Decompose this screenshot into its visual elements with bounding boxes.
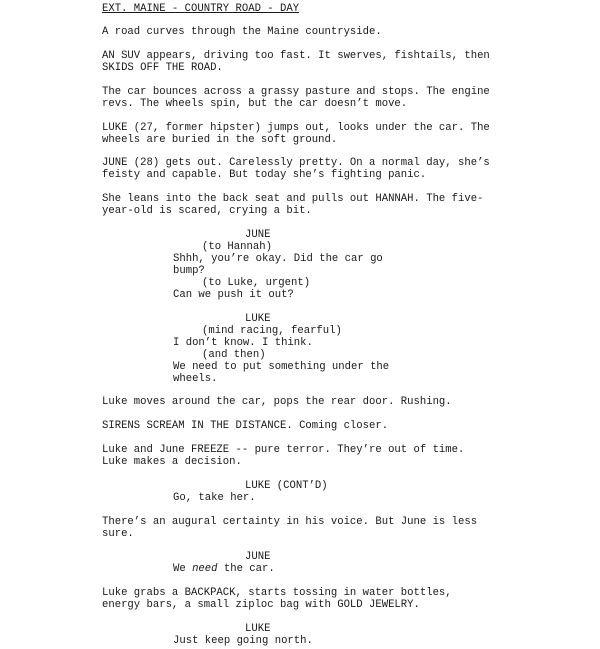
dialogue-line: Go, take her. xyxy=(173,492,256,504)
action-line: A road curves through the Maine countryside. xyxy=(102,26,382,38)
action-line: SKIDS OFF THE ROAD. xyxy=(102,62,223,74)
action-line: revs. The wheels spin, but the car doesn’t move. xyxy=(102,98,408,110)
action-line: AN SUV appears, driving too fast. It swerves, fishtails, then xyxy=(102,50,490,62)
dialogue-line: I don’t know. I think. xyxy=(173,337,313,349)
dialogue-line: wheels. xyxy=(173,373,218,385)
action-line: SIRENS SCREAM IN THE DISTANCE. Coming closer. xyxy=(102,420,389,432)
parenthetical: (and then) xyxy=(202,349,266,361)
emphasis-text: need xyxy=(192,563,218,575)
action-line: Luke moves around the car, pops the rear door. Rushing. xyxy=(102,396,452,408)
action-line: energy bars, a small ziploc bag with GOLD JEWELRY. xyxy=(102,599,420,611)
character-name: LUKE xyxy=(245,313,271,325)
dialogue-line xyxy=(173,563,275,575)
action-line: She leans into the back seat and pulls out HANNAH. The five- xyxy=(102,193,484,205)
action-line: wheels are buried in the soft ground. xyxy=(102,134,338,146)
action-line: Luke makes a decision. xyxy=(102,456,242,468)
dialogue-text: the car. xyxy=(217,563,275,575)
action-line: Luke and June FREEZE -- pure terror. They’re out of time. xyxy=(102,444,465,456)
character-name: LUKE (CONT’D) xyxy=(245,480,328,492)
parenthetical: (mind racing, fearful) xyxy=(202,325,342,337)
dialogue-text: We xyxy=(173,563,193,575)
dialogue-line: Shhh, you’re okay. Did the car go xyxy=(173,253,383,265)
action-line: There’s an augural certainty in his voice. But June is less xyxy=(102,516,478,528)
character-name: LUKE xyxy=(245,623,271,635)
action-line: sure. xyxy=(102,528,134,540)
dialogue-line: bump? xyxy=(173,265,205,277)
action-line: The car bounces across a grassy pasture and stops. The engine xyxy=(102,86,490,98)
action-line: LUKE (27, former hipster) jumps out, looks under the car. The xyxy=(102,122,490,134)
action-line: JUNE (28) gets out. Carelessly pretty. On a normal day, she’s xyxy=(102,157,490,169)
dialogue-line: We need to put something under the xyxy=(173,361,390,373)
action-line: feisty and capable. But today she’s fighting panic. xyxy=(102,169,427,181)
scene-heading: EXT. MAINE - COUNTRY ROAD - DAY xyxy=(102,3,300,15)
action-line: year-old is scared, crying a bit. xyxy=(102,205,312,217)
action-line: Luke grabs a BACKPACK, starts tossing in water bottles, xyxy=(102,587,452,599)
parenthetical: (to Luke, urgent) xyxy=(202,277,311,289)
parenthetical: (to Hannah) xyxy=(202,241,272,253)
character-name: JUNE xyxy=(245,551,271,563)
dialogue-line: Can we push it out? xyxy=(173,289,294,301)
dialogue-line: Just keep going north. xyxy=(173,635,313,647)
character-name: JUNE xyxy=(245,229,271,241)
